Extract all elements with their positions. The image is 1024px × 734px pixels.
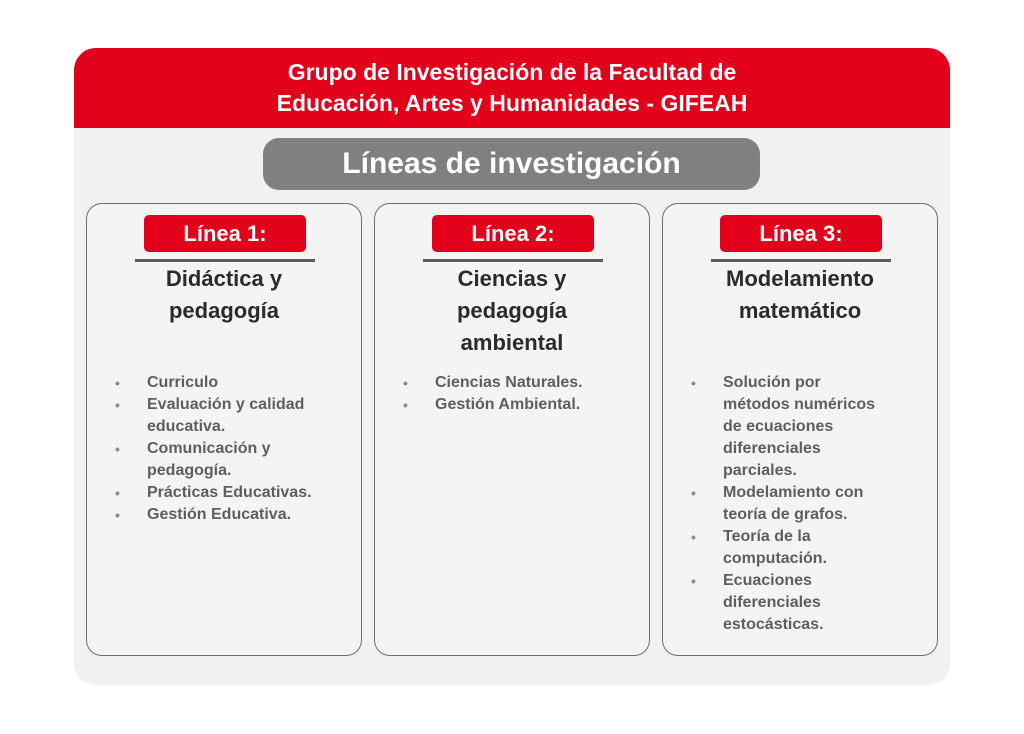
bullet-icon: • [691, 573, 696, 589]
line-2-badge: Línea 2: [432, 215, 594, 252]
bullet-icon: • [115, 507, 120, 523]
research-line-3 [662, 203, 938, 656]
line-2-title-part: pedagogía [456, 298, 567, 323]
list-item-text: Ciencias Naturales. [435, 374, 583, 391]
bullet-icon: • [403, 397, 408, 413]
line-1-title-part: Didáctica y [165, 266, 283, 291]
line-3-title [663, 263, 937, 327]
list-item-text: estocásticas. [723, 616, 824, 633]
research-line-1 [86, 203, 362, 656]
bullet-icon: • [115, 397, 120, 413]
list-item [683, 372, 923, 482]
list-item-text: computación. [723, 550, 828, 567]
list-item [107, 372, 347, 394]
header-line-2: Educación, Artes y Humanidades - GIFEAH [276, 90, 748, 116]
line-3-badge: Línea 3: [720, 215, 882, 252]
bullet-icon: • [115, 485, 120, 501]
list-item-text: Curriculo [147, 374, 219, 391]
list-item [683, 526, 923, 570]
bullet-icon: • [691, 485, 696, 501]
list-item-text: teoría de grafos. [723, 506, 848, 523]
line-1-topics [107, 372, 347, 526]
list-item [107, 394, 347, 438]
list-item-text: Ecuaciones [723, 572, 812, 589]
header-banner [74, 48, 950, 128]
list-item-text: Prácticas Educativas. [147, 484, 312, 501]
bullet-icon: • [691, 375, 696, 391]
list-item [395, 372, 635, 394]
bullet-icon: • [403, 375, 408, 391]
list-item-text: educativa. [147, 418, 226, 435]
list-item-text: Gestión Educativa. [147, 506, 292, 523]
list-item-text: diferenciales [723, 440, 821, 457]
list-item-text: Teoría de la [723, 528, 811, 545]
line-3-topics [683, 372, 923, 636]
bullet-icon: • [691, 529, 696, 545]
list-item [395, 394, 635, 416]
line-1-title [87, 263, 361, 327]
gifeah-card [74, 48, 950, 685]
list-item-text: Modelamiento con [723, 484, 864, 501]
list-item [107, 482, 347, 504]
bullet-icon: • [115, 375, 120, 391]
list-item-text: pedagogía. [147, 462, 232, 479]
line-1-badge: Línea 1: [144, 215, 306, 252]
list-item-text: Solución por [723, 374, 821, 391]
line-1-divider [135, 259, 315, 262]
list-item-text: Evaluación y calidad [147, 396, 305, 413]
line-3-title-part: Modelamiento [726, 266, 874, 291]
list-item [683, 570, 923, 636]
list-item-text: Gestión Ambiental. [435, 396, 581, 413]
list-item-text: de ecuaciones [723, 418, 834, 435]
line-2-title [375, 263, 649, 359]
header-line-1: Grupo de Investigación de la Facultad de [287, 59, 737, 85]
line-3-divider [711, 259, 891, 262]
line-3-title-part: matemático [738, 298, 862, 323]
list-item-text: Comunicación y [147, 440, 271, 457]
research-line-2 [374, 203, 650, 656]
line-2-title-part: ambiental [460, 330, 564, 355]
list-item-text: diferenciales [723, 594, 821, 611]
list-item [107, 504, 347, 526]
bullet-icon: • [115, 441, 120, 457]
line-2-divider [423, 259, 603, 262]
line-2-topics [395, 372, 635, 416]
list-item-text: métodos numéricos [723, 396, 876, 413]
line-1-title-part: pedagogía [168, 298, 279, 323]
line-2-title-part: Ciencias y [457, 266, 567, 291]
list-item [683, 482, 923, 526]
section-title: Líneas de investigación [263, 138, 760, 190]
list-item [107, 438, 347, 482]
list-item-text: parciales. [723, 462, 797, 479]
